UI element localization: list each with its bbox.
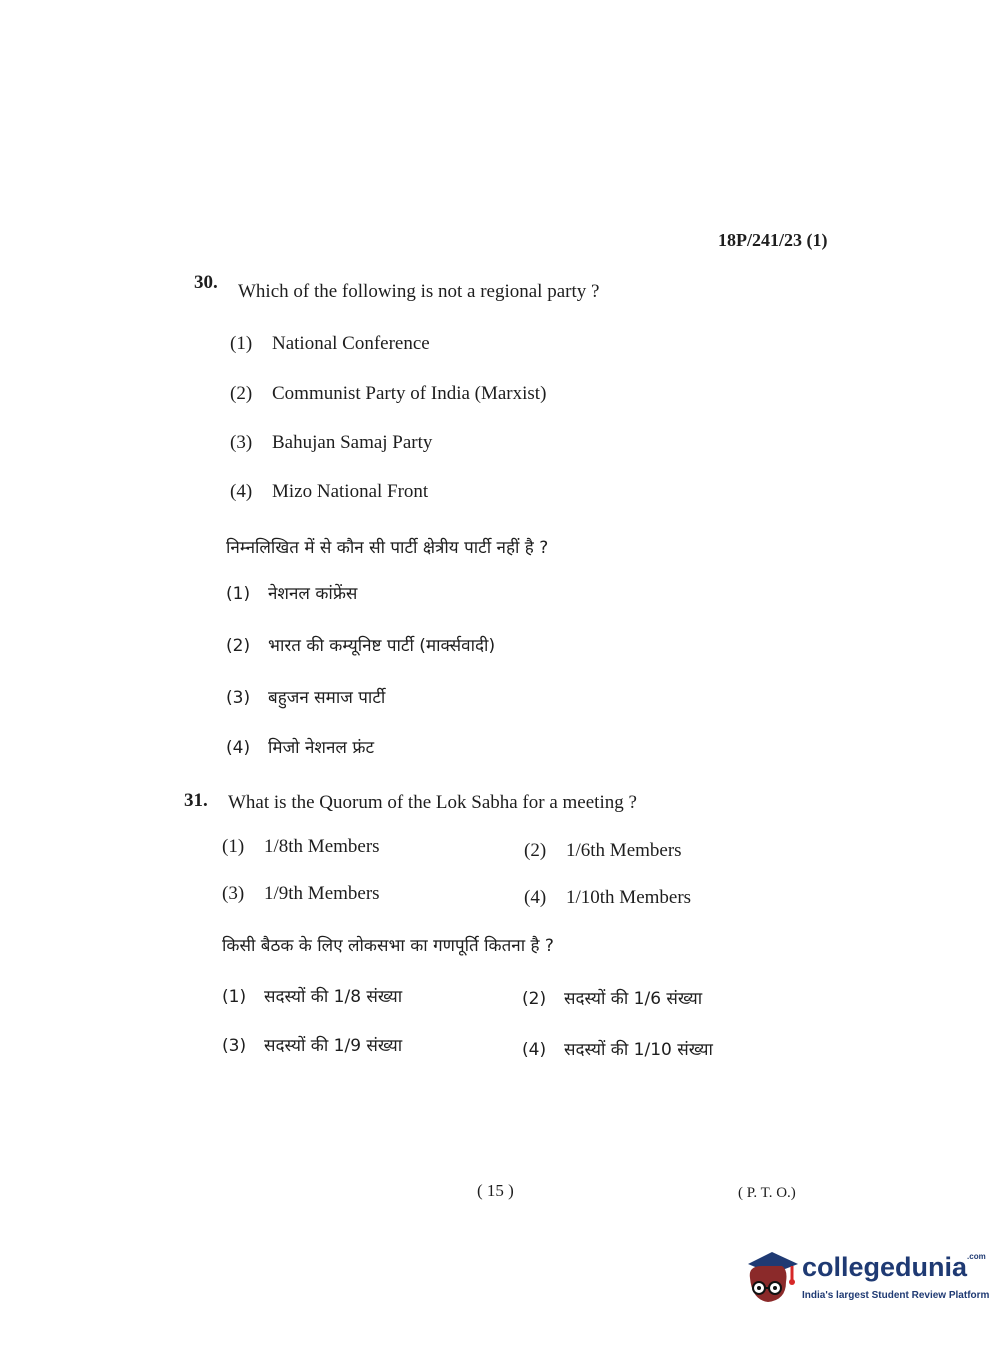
q31-option-4-hindi: (4) सदस्यों की 1/10 संख्या xyxy=(522,1040,713,1060)
q30-option-4-hindi: (4) मिजो नेशनल फ्रंट xyxy=(226,738,375,758)
q30-option-3-hindi: (3) बहुजन समाज पार्टी xyxy=(226,688,386,708)
question-31-number: 31. xyxy=(184,790,208,811)
q31-option-2-hindi: (2) सदस्यों की 1/6 संख्या xyxy=(522,989,703,1009)
student-mascot-icon xyxy=(742,1248,800,1310)
collegedunia-logo xyxy=(742,1248,990,1310)
q30-option-2-hindi: (2) भारत की कम्यूनिष्ट पार्टी (मार्क्सवादी) xyxy=(226,636,496,656)
question-31-text: What is the Quorum of the Lok Sabha for a meeting ? xyxy=(228,792,637,813)
q30-option-3: (3) Bahujan Samaj Party xyxy=(230,432,433,453)
q31-option-4: (4) 1/10th Members xyxy=(524,887,692,908)
q30-option-1-hindi: (1) नेशनल कांफ्रेंस xyxy=(226,584,358,604)
pto-note: ( P. T. O.) xyxy=(738,1185,796,1201)
question-30-number: 30. xyxy=(194,272,218,293)
question-30-text: Which of the following is not a regional party ? xyxy=(238,281,600,302)
question-31-text-hindi: किसी बैठक के लिए लोकसभा का गणपूर्ति कितना है ? xyxy=(222,936,554,956)
paper-code: 18P/241/23 (1) xyxy=(718,230,828,250)
q30-option-1: (1) National Conference xyxy=(230,333,430,354)
q31-option-2: (2) 1/6th Members xyxy=(524,840,682,861)
q31-option-3: (3) 1/9th Members xyxy=(222,883,380,904)
page-number: ( 15 ) xyxy=(477,1181,514,1200)
q30-option-4: (4) Mizo National Front xyxy=(230,481,429,502)
q31-option-1-hindi: (1) सदस्यों की 1/8 संख्या xyxy=(222,987,403,1007)
q30-option-2: (2) Communist Party of India (Marxist) xyxy=(230,383,547,404)
logo-wordmark: collegedunia$^{.com}$ xyxy=(802,1252,986,1282)
q31-option-1: (1) 1/8th Members xyxy=(222,836,380,857)
q31-option-3-hindi: (3) सदस्यों की 1/9 संख्या xyxy=(222,1036,403,1056)
logo-tagline: India's largest Student Review Platform xyxy=(802,1290,990,1301)
question-30-text-hindi: निम्नलिखित में से कौन सी पार्टी क्षेत्रीय पार्टी नहीं है ? xyxy=(226,538,549,558)
